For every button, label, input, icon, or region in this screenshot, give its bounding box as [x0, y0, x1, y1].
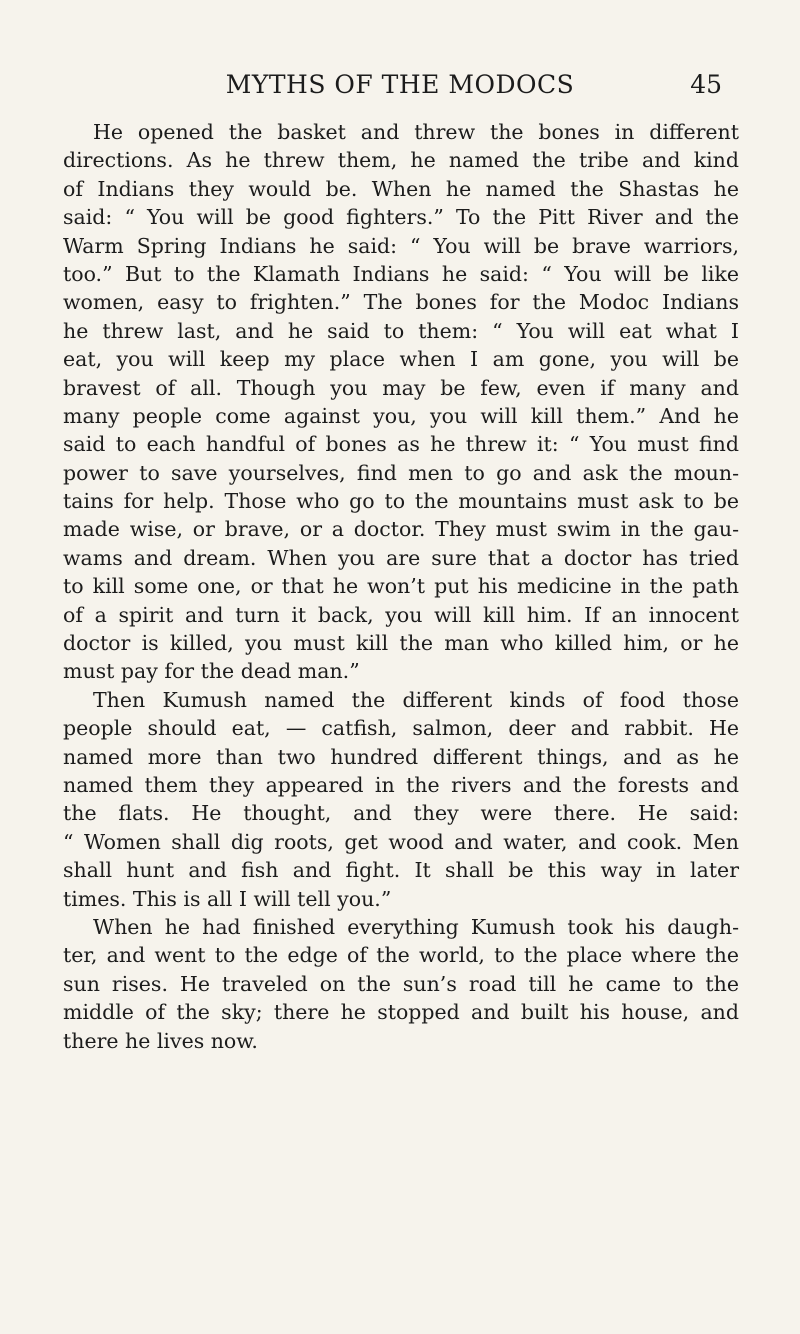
- text-line: said to each handful of bones as he threw it: “ You must find: [63, 432, 739, 457]
- text-line: people should eat, — catfish, salmon, deer and rabbit. He: [63, 716, 739, 741]
- text-line: many people come against you, you will kill them.” And he: [63, 403, 739, 428]
- text-line: bravest of all. Though you may be few, even if many and: [63, 375, 739, 400]
- text-line: named more than two hundred different things, and as he: [63, 744, 739, 769]
- text-line: directions. As he threw them, he named the tribe and kind: [63, 148, 739, 173]
- text-line: tains for help. Those who go to the mountains must ask to be: [63, 489, 739, 514]
- text-line: of Indians they would be. When he named the Shastas he: [63, 176, 739, 201]
- text-line: the flats. He thought, and they were there. He said:: [63, 801, 739, 826]
- text-line: made wise, or brave, or a doctor. They must swim in the gau-: [63, 517, 739, 542]
- text-line: He opened the basket and threw the bones in different: [93, 120, 739, 144]
- text-line: Then Kumush named the different kinds of food those: [93, 687, 739, 712]
- text-line: too.” But to the Klamath Indians he said: “ You will be like: [63, 261, 739, 286]
- text-line: named them they appeared in the rivers and the forests and: [63, 772, 739, 797]
- running-head: [0, 68, 800, 108]
- text-line: of a spirit and turn it back, you will kill him. If an innocent: [63, 602, 739, 627]
- text-line: doctor is killed, you must kill the man who killed him, or he: [63, 631, 739, 656]
- text-line: times. This is all I will tell you.”: [63, 886, 392, 911]
- text-line: must pay for the dead man.”: [63, 659, 360, 684]
- page-number: 45: [690, 70, 722, 99]
- text-line: “ Women shall dig roots, get wood and water, and cook. Men: [63, 829, 739, 854]
- text-line: power to save yourselves, find men to go and ask the moun-: [63, 460, 739, 485]
- text-line: women, easy to frighten.” The bones for the Modoc Indians: [63, 290, 739, 315]
- text-line: eat, you will keep my place when I am gone, you will be: [63, 347, 739, 372]
- text-line: to kill some one, or that he won’t put his medicine in the path: [63, 574, 739, 599]
- text-line: wams and dream. When you are sure that a doctor has tried: [63, 545, 739, 570]
- text-line: sun rises. He traveled on the sun’s road till he came to the: [63, 971, 739, 996]
- text-line: middle of the sky; there he stopped and built his house, and: [63, 1000, 739, 1025]
- text-line: he threw last, and he said to them: “ You will eat what I: [63, 318, 739, 343]
- body-text: [63, 118, 739, 1055]
- running-title: MYTHS OF THE MODOCS: [225, 70, 575, 99]
- text-line: ter, and went to the edge of the world, to the place where the: [63, 943, 739, 968]
- text-line: said: “ You will be good fighters.” To the Pitt River and the: [63, 205, 739, 230]
- text-line: Warm Spring Indians he said: “ You will be brave warriors,: [63, 233, 739, 258]
- text-line: shall hunt and fish and fight. It shall be this way in later: [63, 858, 739, 883]
- text-line: there he lives now.: [63, 1028, 258, 1053]
- text-line: When he had finished everything Kumush took his daugh-: [93, 914, 739, 939]
